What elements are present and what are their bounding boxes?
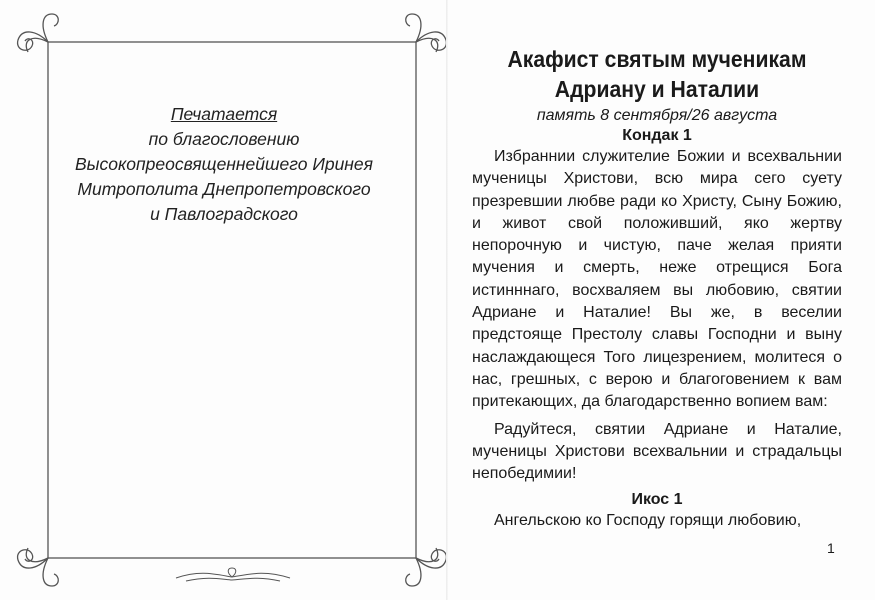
blessing-line-2: по благословению: [148, 129, 300, 149]
refrain-text: Радуйтеся, святии Адриане и Наталие, мученицы Христови всехвальнии и страдальцы непобедимии!: [472, 420, 842, 483]
kontakion-text: Избраннии служителие Божии и всехвальнии мученицы Христови, всю мира сего суету презревшии любве ради ко Христу, Сыну Божию, и живот свой положивший, яко жертву непорочную и чистую, паче желая прияти мучения и смерть, неже отрещися Бога истинннаго, восхваляем вы любовию, святии Адриане и Наталие! Вы же, в веселии предстояще Престолу славы Господни и выну наслаждающеся Того лицезрением, молитеся о нас, грешных, с верою и благоговением к вам притекающих, да благодарственно вопием вам:: [472, 148, 842, 411]
ikos-heading: Икос 1: [631, 491, 683, 509]
corner-ornament-top-right: [406, 14, 447, 52]
page-number: 1: [827, 540, 835, 556]
kontakion-heading: Кондак 1: [622, 127, 692, 144]
memory-date: память 8 сентября/26 августа: [536, 107, 778, 124]
corner-ornament-bottom-left: [18, 548, 59, 586]
title-line-2: Адриану и Наталии: [554, 76, 760, 102]
corner-ornament-top-left: [18, 14, 59, 52]
akathist-text: [472, 44, 842, 533]
blessing-line-1: Печатается: [170, 104, 278, 124]
blessing-line-4: Митрополита Днепропетровского: [77, 179, 371, 199]
corner-ornament-bottom-right: [406, 548, 447, 586]
blessing-line-5: и Павлоградского: [150, 204, 298, 224]
blessing-line-3: Высокопреосвященнейшего Иринея: [74, 154, 374, 174]
blessing-text: [30, 102, 418, 227]
bottom-flourish: [176, 568, 290, 581]
title-line-1: Акафист святым мученикам: [507, 46, 807, 72]
ikos-text: Ангельскою ко Господу горящи любовию,: [494, 512, 802, 530]
